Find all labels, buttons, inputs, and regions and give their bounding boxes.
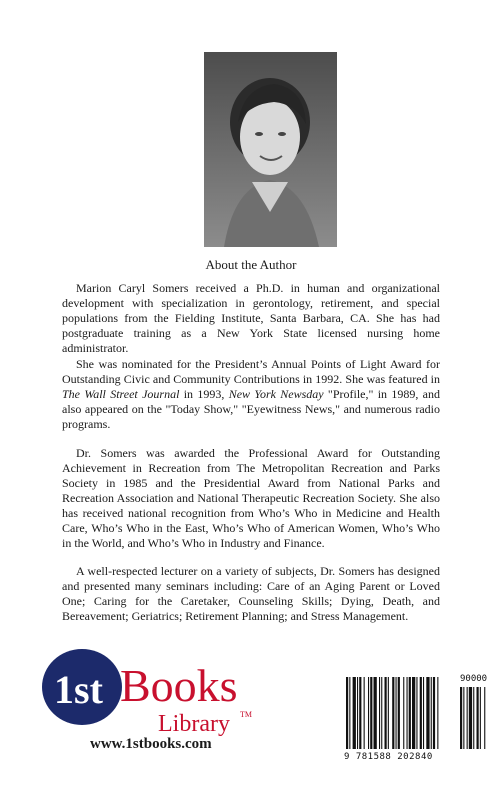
bio-text: "Profile," in 1989, and also appeared on the "Today Show," "Eyewitness News," and numerous radio programs. — [62, 387, 441, 431]
bio-paragraph-education: Marion Caryl Somers received a Ph.D. in human and organizational development with specialization in gerontology, retirement, and special populations from the Fielding Institute, Santa Barbara, CA. She has had postgraduate training as a New York State licensed nursing home administrator. — [62, 281, 440, 355]
barcode-bar — [381, 677, 382, 749]
barcode-bar — [349, 677, 350, 749]
author-photo — [204, 52, 337, 247]
barcode-bar — [412, 677, 415, 749]
logo-tm-text: TM — [240, 710, 252, 719]
barcode-bar — [374, 677, 377, 749]
barcode-isbn-digits: 9 781588 202840 — [344, 752, 433, 762]
about-the-author-caption: About the Author — [205, 257, 297, 272]
new-york-newsday-title: New York Newsday — [228, 387, 324, 401]
bio-paragraph-awards: Dr. Somers was awarded the Professional Award for Outstanding Achievement in Recreation from The Metropolitan Recreation and Parks Society in 1985 and the Presidential Award from National Parks and Recreation Association and National Therapeutic Recreation Society. She also has received national recognition from Who’s Who in Medicine and Health Care, Who’s Who in the East, Who’s Who of American Women, Who’s Who in the World, and Who’s Who in Industry and Finance. — [62, 446, 440, 550]
publisher-logo — [40, 643, 280, 743]
barcode-bar — [423, 677, 424, 749]
barcode-bar — [385, 677, 387, 749]
barcode-bar — [473, 687, 474, 749]
barcode-bar — [407, 677, 408, 749]
barcode-bar — [437, 677, 438, 749]
barcode-bar — [480, 687, 481, 749]
barcode-bar — [484, 687, 485, 749]
barcode-bar — [346, 677, 348, 749]
logo-word-text: Books — [120, 660, 238, 711]
1stbooks-library-logo — [40, 643, 280, 743]
bio-paragraph-seminars: A well-respected lecturer on a variety of subjects, Dr. Somers has designed and presented many seminars including: Care of an Aging Parent or Loved One; Caring for the Caretaker, Counseling Skills; Dying, Death, and Bereavement; Geriatrics; Retirement Planning; and Stress Management. — [62, 564, 440, 623]
barcode-bar — [460, 687, 462, 749]
barcode-bar — [357, 677, 358, 749]
barcode-bar — [368, 677, 369, 749]
barcode-bar — [370, 677, 372, 749]
barcode-bar — [388, 677, 389, 749]
author-portrait-image — [204, 52, 337, 247]
wall-street-journal-title: The Wall Street Journal — [62, 387, 180, 401]
barcode-bar — [409, 677, 411, 749]
barcode-bar — [467, 687, 468, 749]
barcode-bar — [359, 677, 361, 749]
barcode-bar — [433, 677, 435, 749]
barcode-bar — [379, 677, 380, 749]
barcode-bar — [431, 677, 432, 749]
barcode-bar — [416, 677, 417, 749]
logo-number-text: 1st — [54, 667, 103, 712]
barcode-price-code: 90000 — [460, 674, 488, 684]
bio-text: She was nominated for the President’s Annual Points of Light Award for Outstanding Civic and Community Contributions in 1992. She was featured in — [62, 357, 440, 386]
bio-text: in 1993, — [179, 387, 229, 401]
barcode-bar — [420, 677, 422, 749]
bio-paragraph-media — [62, 357, 440, 432]
publisher-website: www.1stbooks.com — [90, 736, 212, 752]
barcode-bar — [426, 677, 429, 749]
logo-sub-text: Library — [158, 711, 230, 737]
barcode-bar — [469, 687, 472, 749]
barcode-bar — [353, 677, 356, 749]
barcode-bar — [463, 687, 464, 749]
barcode-bar — [396, 677, 397, 749]
barcode-bar — [398, 677, 400, 749]
barcode-bar — [364, 677, 365, 749]
barcode-bar — [392, 677, 394, 749]
barcode-bar — [403, 677, 404, 749]
barcode-bar — [477, 687, 479, 749]
